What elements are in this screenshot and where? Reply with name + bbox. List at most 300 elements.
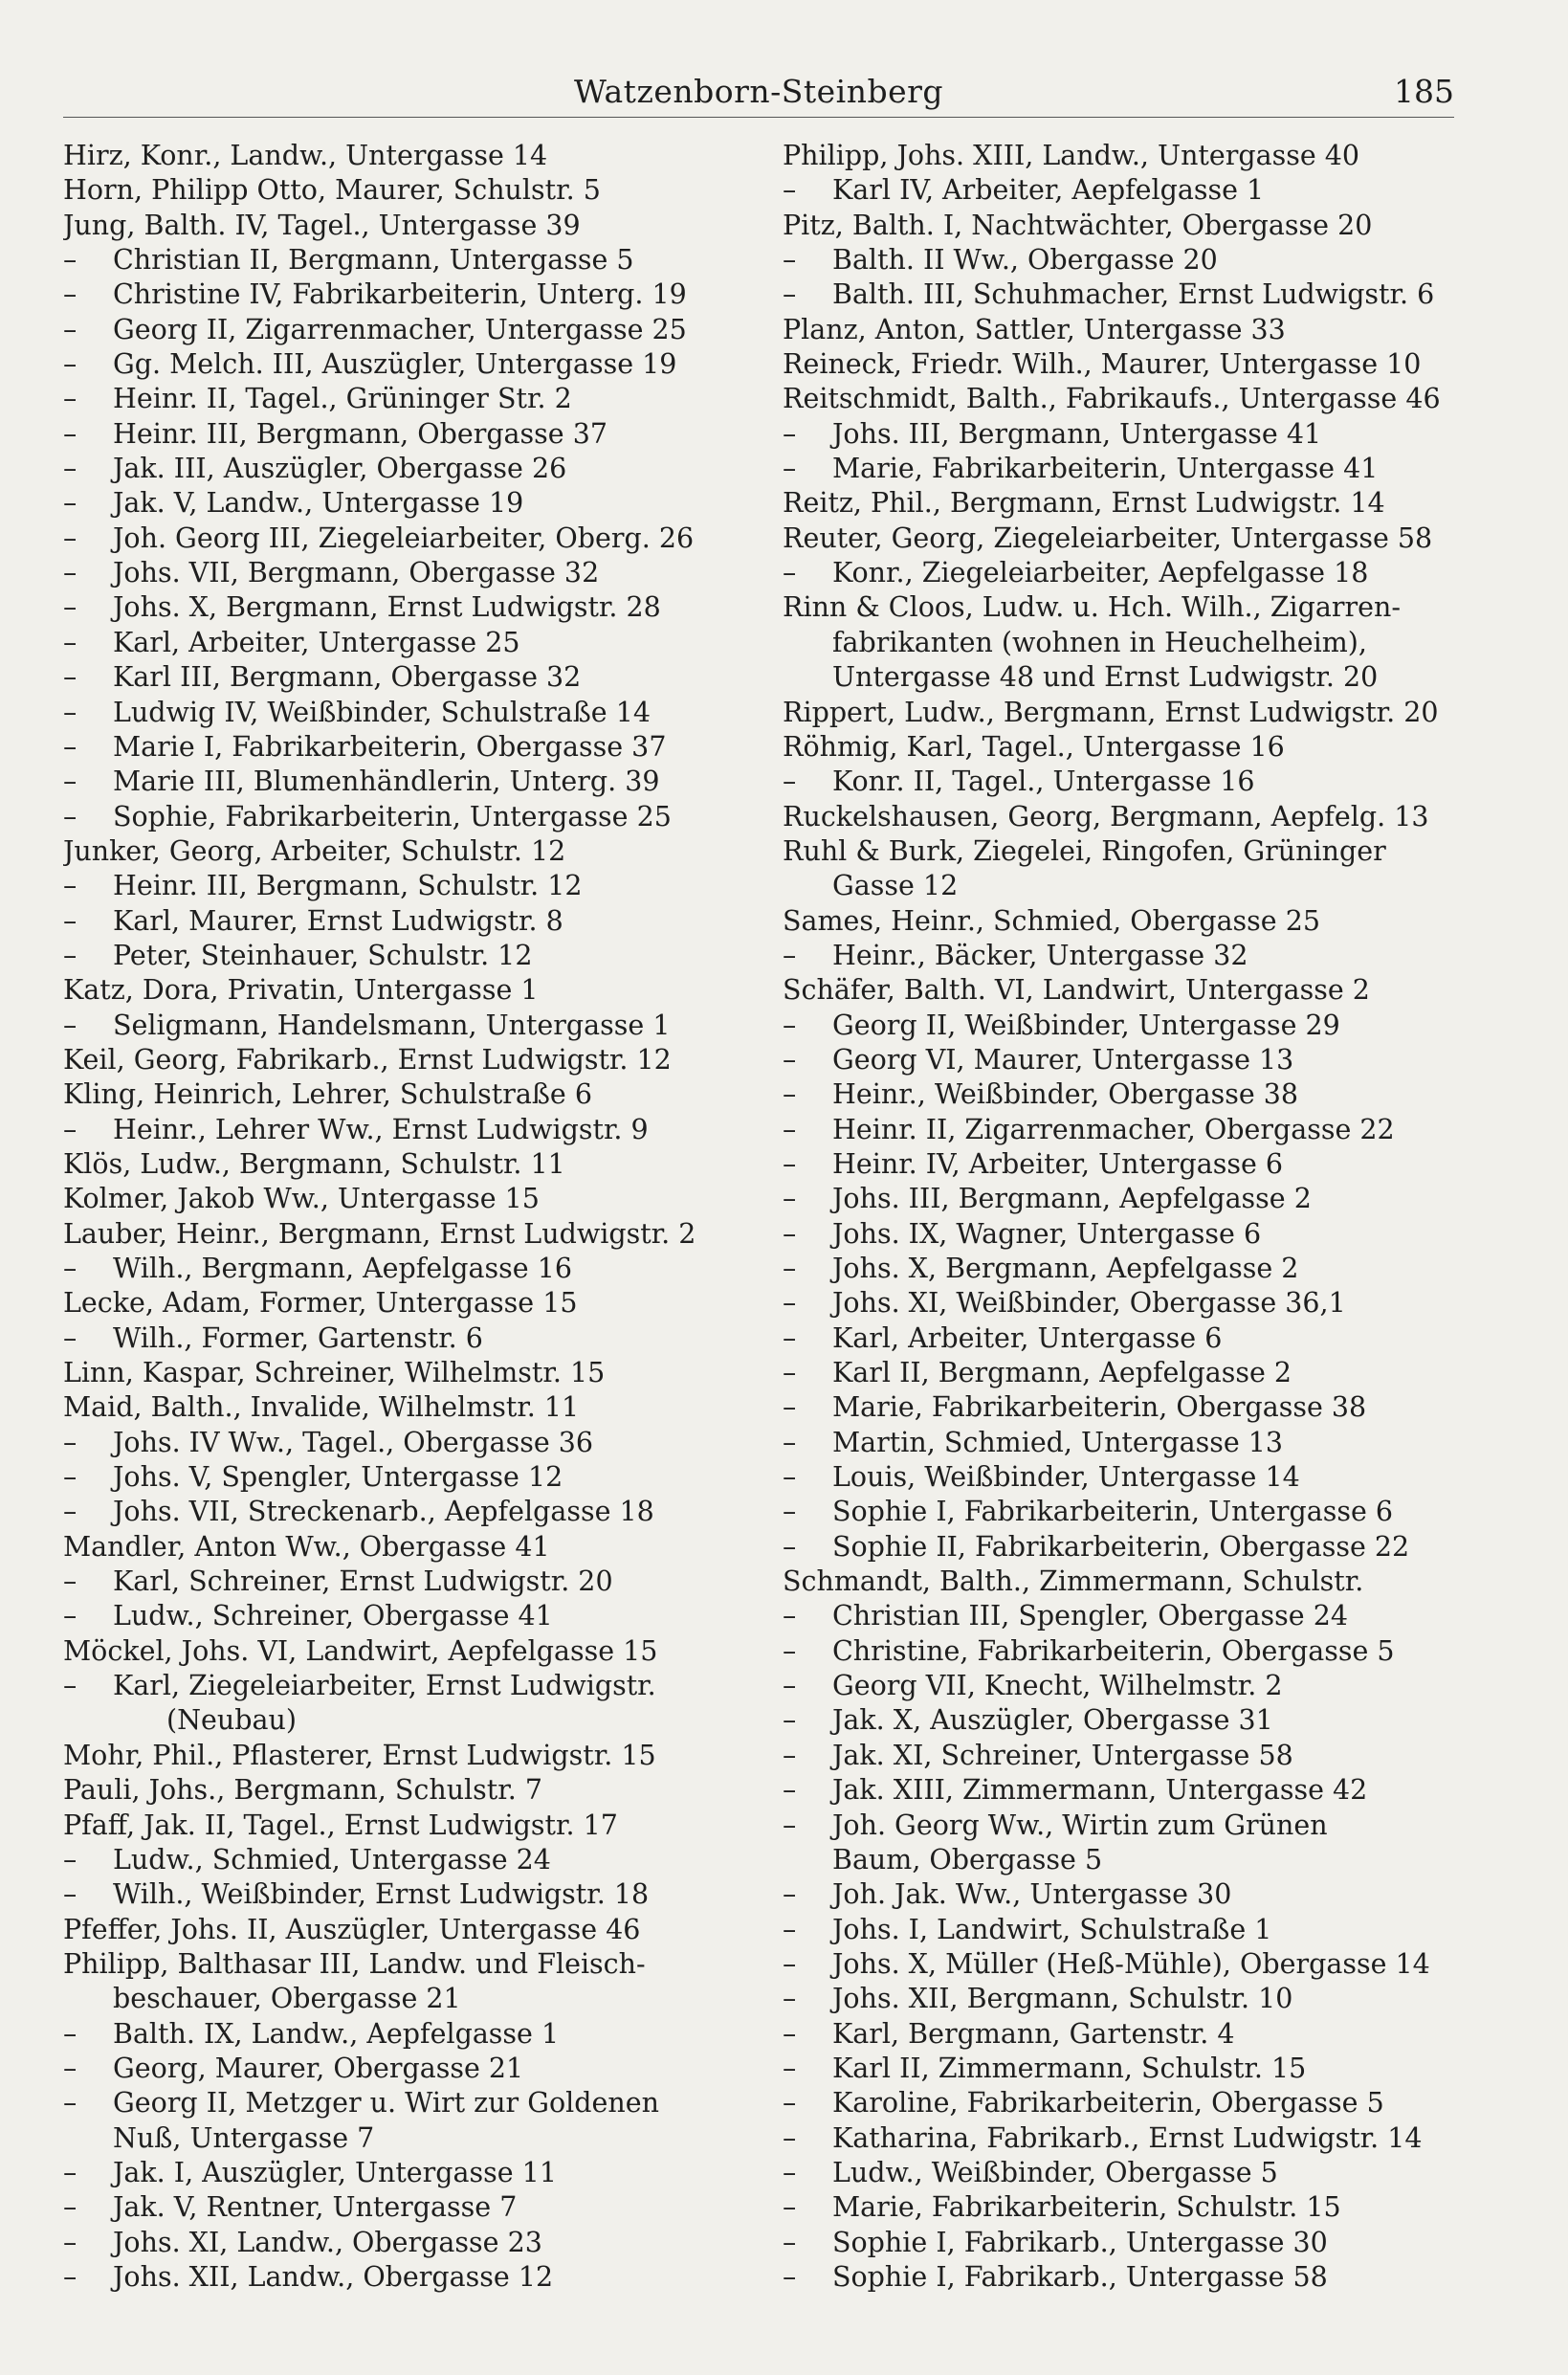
- directory-entry: [63, 1913, 739, 1947]
- repeat-dash: –: [63, 1600, 77, 1632]
- repeat-dash: –: [783, 174, 797, 207]
- repeat-dash: –: [63, 939, 77, 971]
- entry-text: Sophie, Fabrikarbeiterin, Untergasse 25: [113, 800, 672, 832]
- directory-entry: [63, 1669, 739, 1703]
- directory-entry: [783, 1286, 1458, 1321]
- repeat-dash: –: [783, 1253, 797, 1284]
- directory-entry: [63, 1599, 739, 1633]
- directory-entry: [63, 277, 739, 312]
- entry-text: Pauli, Johs., Bergmann, Schulstr. 7: [63, 1774, 542, 1807]
- entry-text: Christine, Fabrikarbeiterin, Obergasse 5: [832, 1634, 1395, 1667]
- entry-text: Ludw., Weißbinder, Obergasse 5: [832, 2156, 1278, 2188]
- directory-entry: [783, 590, 1458, 625]
- entry-text: Karl, Bergmann, Gartenstr. 4: [832, 2017, 1235, 2050]
- directory-entry: [783, 1913, 1458, 1947]
- entry-text: Reineck, Friedr. Wilh., Maurer, Untergasse 10: [783, 348, 1422, 381]
- entry-text: Mohr, Phil., Pflasterer, Ernst Ludwigstr. 15: [63, 1739, 656, 1771]
- repeat-dash: –: [783, 1009, 797, 1041]
- repeat-dash: –: [783, 1878, 797, 1911]
- entry-text: fabrikanten (wohnen in Heuchelheim),: [832, 626, 1367, 658]
- entry-text: Heinr. III, Bergmann, Schulstr. 12: [113, 870, 583, 902]
- directory-entry: [783, 382, 1458, 416]
- entry-text: Heinr. III, Bergmann, Obergasse 37: [113, 417, 607, 450]
- directory-entry: [63, 1182, 739, 1216]
- entry-text: Ludwig IV, Weißbinder, Schulstraße 14: [113, 696, 651, 728]
- entry-text: Johs. V, Spengler, Untergasse 12: [113, 1461, 563, 1494]
- entry-text: Jung, Balth. IV, Tagel., Untergasse 39: [63, 209, 581, 241]
- entry-text: Georg II, Metzger u. Wirt zur Goldenen: [113, 2087, 659, 2120]
- entry-text: Kling, Heinrich, Lehrer, Schulstraße 6: [63, 1078, 592, 1111]
- entry-text: Reuter, Georg, Ziegeleiarbeiter, Untergasse 58: [783, 522, 1433, 554]
- repeat-dash: –: [63, 2156, 77, 2188]
- repeat-dash: –: [783, 1600, 797, 1632]
- entry-text: Katharina, Fabrikarb., Ernst Ludwigstr. 14: [832, 2121, 1423, 2154]
- directory-entry: [783, 139, 1458, 173]
- directory-entry: [63, 626, 739, 660]
- directory-entry: [783, 1077, 1458, 1112]
- repeat-dash: –: [63, 2226, 77, 2258]
- directory-entry: [63, 939, 739, 973]
- repeat-dash: –: [783, 2226, 797, 2258]
- directory-entry: [63, 1217, 739, 1252]
- entry-text: Untergasse 48 und Ernst Ludwigstr. 20: [832, 661, 1379, 694]
- entry-text: Rinn & Cloos, Ludw. u. Hch. Wilh., Zigarren-: [783, 591, 1401, 624]
- entry-text: Karl, Arbeiter, Untergasse 6: [832, 1321, 1223, 1354]
- entry-text: Karl II, Bergmann, Aepfelgasse 2: [832, 1357, 1292, 1389]
- entry-text: Jak. X, Auszügler, Obergasse 31: [832, 1704, 1273, 1737]
- entry-text: Heinr. II, Zigarrenmacher, Obergasse 22: [832, 1113, 1395, 1145]
- directory-entry: [63, 2086, 739, 2120]
- directory-entry: [783, 417, 1458, 452]
- entry-text: Seligmann, Handelsmann, Untergasse 1: [113, 1009, 671, 1041]
- directory-entry: [783, 834, 1458, 869]
- entry-text: Pfaff, Jak. II, Tagel., Ernst Ludwigstr. 17: [63, 1809, 618, 1841]
- repeat-dash: –: [63, 1670, 77, 1702]
- entry-text: Louis, Weißbinder, Untergasse 14: [832, 1461, 1300, 1494]
- entry-text: Ruckelshausen, Georg, Bergmann, Aepfelg. 13: [783, 800, 1429, 832]
- entry-text: Martin, Schmied, Untergasse 13: [832, 1426, 1284, 1458]
- directory-entry: [783, 800, 1458, 834]
- repeat-dash: –: [783, 1043, 797, 1076]
- page-number: 185: [1394, 73, 1454, 110]
- running-head: Watzenborn-Steinberg: [573, 73, 944, 110]
- repeat-dash: –: [783, 1774, 797, 1807]
- repeat-dash: –: [63, 904, 77, 937]
- directory-entry: [63, 973, 739, 1008]
- repeat-dash: –: [63, 2087, 77, 2120]
- repeat-dash: –: [783, 1913, 797, 1945]
- directory-entry: [63, 417, 739, 452]
- directory-entry: [63, 1390, 739, 1425]
- directory-entry: [783, 277, 1458, 312]
- entry-text: Karl, Ziegeleiarbeiter, Ernst Ludwigstr.: [113, 1670, 656, 1702]
- directory-entry: [783, 869, 1458, 903]
- entry-text: Wilh., Bergmann, Aepfelgasse 16: [113, 1253, 572, 1284]
- directory-entry: [63, 2052, 739, 2086]
- repeat-dash: –: [783, 2017, 797, 2050]
- directory-entry: [63, 1843, 739, 1877]
- directory-entry: [63, 139, 739, 173]
- entry-text: Georg VI, Maurer, Untergasse 13: [832, 1043, 1294, 1076]
- repeat-dash: –: [783, 1183, 797, 1215]
- entry-text: Marie, Fabrikarbeiterin, Untergasse 41: [832, 453, 1379, 485]
- directory-entry: [63, 834, 739, 869]
- repeat-dash: –: [63, 696, 77, 728]
- entry-text: Johs. X, Müller (Heß-Mühle), Obergasse 14: [832, 1947, 1430, 1980]
- repeat-dash: –: [783, 1983, 797, 2015]
- directory-entry: [63, 1634, 739, 1669]
- left-column: [63, 139, 739, 2295]
- entry-text: Johs. I, Landwirt, Schulstraße 1: [832, 1913, 1272, 1945]
- entry-text: Karl III, Bergmann, Obergasse 32: [113, 661, 582, 694]
- directory-entry: [783, 2086, 1458, 2120]
- entry-text: Gasse 12: [832, 870, 959, 902]
- directory-entry: [783, 1390, 1458, 1425]
- directory-entry: [63, 1809, 739, 1843]
- entry-text: Heinr., Weißbinder, Obergasse 38: [832, 1078, 1299, 1111]
- entry-text: Karl, Maurer, Ernst Ludwigstr. 8: [113, 904, 563, 937]
- directory-entry: [63, 522, 739, 556]
- entry-text: Konr., Ziegeleiarbeiter, Aepfelgasse 18: [832, 557, 1369, 589]
- directory-entry: [783, 209, 1458, 243]
- repeat-dash: –: [63, 591, 77, 624]
- directory-entry: [783, 1669, 1458, 1703]
- directory-entry: [63, 1426, 739, 1460]
- directory-entry: [63, 2190, 739, 2225]
- repeat-dash: –: [783, 1704, 797, 1737]
- entry-text: Gg. Melch. III, Auszügler, Untergasse 19: [113, 348, 677, 381]
- directory-entry: [63, 1321, 739, 1356]
- entry-text: Konr. II, Tagel., Untergasse 16: [832, 766, 1255, 798]
- directory-entry: [63, 1113, 739, 1147]
- entry-text: Balth. III, Schuhmacher, Ernst Ludwigstr. 6: [832, 278, 1435, 311]
- repeat-dash: –: [783, 1461, 797, 1494]
- entry-text: Heinr., Bäcker, Untergasse 32: [832, 939, 1248, 971]
- directory-entry: [783, 1426, 1458, 1460]
- entry-text: Johs. XI, Landw., Obergasse 23: [113, 2226, 542, 2258]
- repeat-dash: –: [63, 2260, 77, 2293]
- entry-text: Möckel, Johs. VI, Landwirt, Aepfelgasse 15: [63, 1634, 658, 1667]
- repeat-dash: –: [783, 2052, 797, 2084]
- directory-entry: [63, 869, 739, 903]
- entry-text: Reitz, Phil., Bergmann, Ernst Ludwigstr. 14: [783, 487, 1385, 520]
- repeat-dash: –: [63, 453, 77, 485]
- entry-text: Sophie II, Fabrikarbeiterin, Obergasse 22: [832, 1530, 1410, 1563]
- repeat-dash: –: [63, 348, 77, 381]
- directory-entry: [783, 486, 1458, 521]
- directory-entry: [783, 2017, 1458, 2052]
- directory-entry: [783, 765, 1458, 799]
- entry-text: Heinr., Lehrer Ww., Ernst Ludwigstr. 9: [113, 1113, 649, 1145]
- entry-text: Pfeffer, Johs. II, Auszügler, Untergasse 46: [63, 1913, 641, 1945]
- entry-text: Katz, Dora, Privatin, Untergasse 1: [63, 974, 539, 1007]
- repeat-dash: –: [63, 626, 77, 658]
- entry-text: Keil, Georg, Fabrikarb., Ernst Ludwigstr. 12: [63, 1043, 672, 1076]
- repeat-dash: –: [63, 278, 77, 311]
- repeat-dash: –: [63, 1321, 77, 1354]
- directory-entry: [63, 1460, 739, 1495]
- repeat-dash: –: [63, 244, 77, 277]
- repeat-dash: –: [63, 1461, 77, 1494]
- entry-text: Georg II, Weißbinder, Untergasse 29: [832, 1009, 1340, 1041]
- directory-entry: [63, 2226, 739, 2260]
- directory-entry: [783, 1217, 1458, 1252]
- directory-entry: [63, 1009, 739, 1043]
- repeat-dash: –: [783, 766, 797, 798]
- repeat-dash: –: [783, 2087, 797, 2120]
- repeat-dash: –: [63, 1843, 77, 1876]
- repeat-dash: –: [783, 417, 797, 450]
- entry-text: Wilh., Weißbinder, Ernst Ludwigstr. 18: [113, 1878, 650, 1911]
- repeat-dash: –: [783, 1357, 797, 1389]
- directory-entry: [783, 313, 1458, 347]
- repeat-dash: –: [63, 522, 77, 554]
- directory-entry: [63, 209, 739, 243]
- entry-text: Jak. XI, Schreiner, Untergasse 58: [832, 1739, 1293, 1771]
- entry-text: (Neubau): [166, 1704, 297, 1737]
- directory-entry: [63, 1947, 739, 1982]
- directory-entry: [783, 2121, 1458, 2156]
- directory-entry: [63, 1565, 739, 1599]
- entry-text: Joh. Georg Ww., Wirtin zum Grünen: [832, 1809, 1328, 1841]
- entry-text: Philipp, Johs. XIII, Landw., Untergasse 40: [783, 140, 1360, 171]
- repeat-dash: –: [63, 766, 77, 798]
- directory-entry: [63, 1252, 739, 1286]
- directory-entry: [63, 800, 739, 834]
- directory-entry: [783, 2260, 1458, 2295]
- entry-text: beschauer, Obergasse 21: [113, 1983, 461, 2015]
- directory-entry: [783, 696, 1458, 730]
- directory-entry: [783, 1809, 1458, 1843]
- repeat-dash: –: [783, 278, 797, 311]
- entry-text: Jak. III, Auszügler, Obergasse 26: [113, 453, 567, 485]
- directory-entry: [63, 904, 739, 939]
- entry-text: Karl II, Zimmermann, Schulstr. 15: [832, 2052, 1307, 2084]
- directory-entry: [783, 904, 1458, 939]
- directory-entry: [63, 1739, 739, 1773]
- repeat-dash: –: [63, 730, 77, 763]
- entry-text: Georg, Maurer, Obergasse 21: [113, 2052, 524, 2084]
- repeat-dash: –: [63, 661, 77, 694]
- entry-text: Ruhl & Burk, Ziegelei, Ringofen, Grüninger: [783, 834, 1386, 867]
- repeat-dash: –: [783, 939, 797, 971]
- entry-text: Marie, Fabrikarbeiterin, Obergasse 38: [832, 1391, 1367, 1424]
- entry-text: Ludw., Schreiner, Obergasse 41: [113, 1600, 553, 1632]
- repeat-dash: –: [63, 2052, 77, 2084]
- entry-text: Johs. IX, Wagner, Untergasse 6: [832, 1217, 1262, 1250]
- entry-text: Klös, Ludw., Bergmann, Schulstr. 11: [63, 1147, 565, 1180]
- entry-text: Marie III, Blumenhändlerin, Unterg. 39: [113, 766, 660, 798]
- directory-entry: [783, 1947, 1458, 1982]
- directory-entry: [783, 1982, 1458, 2016]
- repeat-dash: –: [783, 1321, 797, 1354]
- directory-entry: [783, 452, 1458, 486]
- directory-entry: [63, 696, 739, 730]
- directory-entry: [63, 730, 739, 765]
- directory-entry: [783, 556, 1458, 590]
- repeat-dash: –: [783, 1287, 797, 1320]
- entry-text: Christian III, Spengler, Obergasse 24: [832, 1600, 1348, 1632]
- entry-text: Lecke, Adam, Former, Untergasse 15: [63, 1287, 578, 1320]
- directory-entry: [63, 2260, 739, 2295]
- entry-text: Junker, Georg, Arbeiter, Schulstr. 12: [63, 834, 566, 867]
- repeat-dash: –: [783, 1426, 797, 1458]
- entry-text: Karl IV, Arbeiter, Aepfelgasse 1: [832, 174, 1265, 207]
- entry-text: Ludw., Schmied, Untergasse 24: [113, 1843, 551, 1876]
- right-column: [783, 139, 1458, 2295]
- directory-entry: [783, 1252, 1458, 1286]
- directory-entry: [63, 1043, 739, 1077]
- directory-entry: [63, 1530, 739, 1565]
- repeat-dash: –: [63, 417, 77, 450]
- entry-text: Philipp, Balthasar III, Landw. und Fleisch-: [63, 1947, 646, 1980]
- entry-text: Peter, Steinhauer, Schulstr. 12: [113, 939, 533, 971]
- directory-entry: [783, 1356, 1458, 1390]
- entry-text: Johs. XII, Landw., Obergasse 12: [113, 2260, 554, 2293]
- entry-text: Heinr. IV, Arbeiter, Untergasse 6: [832, 1147, 1284, 1180]
- repeat-dash: –: [783, 1809, 797, 1841]
- entry-text: Lauber, Heinr., Bergmann, Ernst Ludwigstr. 2: [63, 1217, 696, 1250]
- directory-entry: [63, 660, 739, 695]
- directory-entry: [783, 1739, 1458, 1773]
- directory-entry: [63, 486, 739, 521]
- repeat-dash: –: [63, 1426, 77, 1458]
- entry-text: Kolmer, Jakob Ww., Untergasse 15: [63, 1183, 540, 1215]
- repeat-dash: –: [63, 2191, 77, 2224]
- directory-entry: [783, 1703, 1458, 1738]
- directory-entry: [783, 243, 1458, 277]
- directory-entry: [63, 313, 739, 347]
- entry-text: Johs. IV Ww., Tagel., Obergasse 36: [113, 1426, 594, 1458]
- directory-entry: [63, 1877, 739, 1912]
- repeat-dash: –: [783, 1947, 797, 1980]
- repeat-dash: –: [783, 1670, 797, 1702]
- directory-entry: [783, 1182, 1458, 1216]
- entry-text: Jak. V, Landw., Untergasse 19: [113, 487, 524, 520]
- repeat-dash: –: [63, 557, 77, 589]
- entry-text: Heinr. II, Tagel., Grüninger Str. 2: [113, 383, 572, 415]
- directory-entry: [63, 2121, 739, 2156]
- entry-text: Linn, Kaspar, Schreiner, Wilhelmstr. 15: [63, 1357, 606, 1389]
- entry-text: Joh. Jak. Ww., Untergasse 30: [832, 1878, 1232, 1911]
- directory-entry: [783, 1113, 1458, 1147]
- repeat-dash: –: [63, 870, 77, 902]
- repeat-dash: –: [783, 2121, 797, 2154]
- directory-entry: [783, 660, 1458, 695]
- directory-entry: [783, 2156, 1458, 2190]
- entry-text: Nuß, Untergasse 7: [113, 2121, 375, 2154]
- repeat-dash: –: [783, 244, 797, 277]
- entry-text: Georg VII, Knecht, Wilhelmstr. 2: [832, 1670, 1283, 1702]
- repeat-dash: –: [63, 1113, 77, 1145]
- entry-text: Sophie I, Fabrikarb., Untergasse 30: [832, 2226, 1328, 2258]
- entry-text: Karl, Schreiner, Ernst Ludwigstr. 20: [113, 1565, 613, 1598]
- directory-entry: [63, 1147, 739, 1182]
- directory-entry: [63, 347, 739, 382]
- directory-entry: [63, 1495, 739, 1529]
- entry-text: Jak. V, Rentner, Untergasse 7: [113, 2191, 518, 2224]
- repeat-dash: –: [783, 1634, 797, 1667]
- repeat-dash: –: [63, 1878, 77, 1911]
- repeat-dash: –: [63, 800, 77, 832]
- directory-entry: [63, 1077, 739, 1112]
- entry-text: Sophie I, Fabrikarb., Untergasse 58: [832, 2260, 1328, 2293]
- directory-entry: [63, 243, 739, 277]
- entry-text: Wilh., Former, Gartenstr. 6: [113, 1321, 483, 1354]
- entry-text: Karl, Arbeiter, Untergasse 25: [113, 626, 520, 658]
- directory-entry: [783, 1460, 1458, 1495]
- directory-entry: [783, 626, 1458, 660]
- directory-entry: [63, 382, 739, 416]
- directory-entry: [783, 173, 1458, 208]
- repeat-dash: –: [783, 1147, 797, 1180]
- directory-entry: [783, 347, 1458, 382]
- entry-text: Johs. XII, Bergmann, Schulstr. 10: [832, 1983, 1293, 2015]
- directory-entry: [783, 522, 1458, 556]
- directory-entry: [63, 1286, 739, 1321]
- directory-entry: [783, 1530, 1458, 1565]
- directory-entry: [63, 1982, 739, 2016]
- repeat-dash: –: [63, 1009, 77, 1041]
- directory-entry: [63, 452, 739, 486]
- repeat-dash: –: [63, 313, 77, 345]
- repeat-dash: –: [63, 1496, 77, 1528]
- directory-entry: [783, 1773, 1458, 1808]
- repeat-dash: –: [783, 1078, 797, 1111]
- entry-text: Pitz, Balth. I, Nachtwächter, Obergasse 20: [783, 209, 1373, 241]
- directory-entry: [63, 1773, 739, 1808]
- repeat-dash: –: [783, 1530, 797, 1563]
- entry-text: Johs. III, Bergmann, Untergasse 41: [832, 417, 1322, 450]
- directory-entry: [783, 1634, 1458, 1669]
- repeat-dash: –: [783, 557, 797, 589]
- directory-entry: [783, 939, 1458, 973]
- entry-text: Horn, Philipp Otto, Maurer, Schulstr. 5: [63, 174, 601, 207]
- repeat-dash: –: [783, 2191, 797, 2224]
- repeat-dash: –: [63, 487, 77, 520]
- repeat-dash: –: [783, 2260, 797, 2293]
- entry-text: Schmandt, Balth., Zimmermann, Schulstr.: [783, 1565, 1364, 1598]
- directory-entry: [783, 730, 1458, 765]
- entry-text: Johs. XI, Weißbinder, Obergasse 36,1: [832, 1287, 1346, 1320]
- directory-entry: [783, 973, 1458, 1008]
- entry-text: Jak. I, Auszügler, Untergasse 11: [113, 2156, 557, 2188]
- entry-text: Johs. X, Bergmann, Aepfelgasse 2: [832, 1253, 1299, 1284]
- directory-entry: [63, 2017, 739, 2052]
- entry-text: Baum, Obergasse 5: [832, 1843, 1103, 1876]
- page-header: [63, 71, 1454, 118]
- entry-text: Reitschmidt, Balth., Fabrikaufs., Untergasse 46: [783, 383, 1441, 415]
- directory-entry: [783, 1565, 1458, 1599]
- repeat-dash: –: [783, 453, 797, 485]
- entry-text: Sames, Heinr., Schmied, Obergasse 25: [783, 904, 1320, 937]
- entry-text: Balth. II Ww., Obergasse 20: [832, 244, 1218, 277]
- repeat-dash: –: [63, 383, 77, 415]
- directory-entry: [783, 1321, 1458, 1356]
- entry-text: Hirz, Konr., Landw., Untergasse 14: [63, 140, 548, 171]
- directory-entry: [783, 2226, 1458, 2260]
- directory-entry: [63, 590, 739, 625]
- directory-entry: [783, 1495, 1458, 1529]
- repeat-dash: –: [783, 1739, 797, 1771]
- repeat-dash: –: [783, 2156, 797, 2188]
- directory-entry: [63, 1703, 739, 1738]
- directory-entry: [783, 1043, 1458, 1077]
- entry-text: Marie, Fabrikarbeiterin, Schulstr. 15: [832, 2191, 1341, 2224]
- entry-text: Christian II, Bergmann, Untergasse 5: [113, 244, 634, 277]
- directory-entry: [783, 1009, 1458, 1043]
- repeat-dash: –: [783, 1391, 797, 1424]
